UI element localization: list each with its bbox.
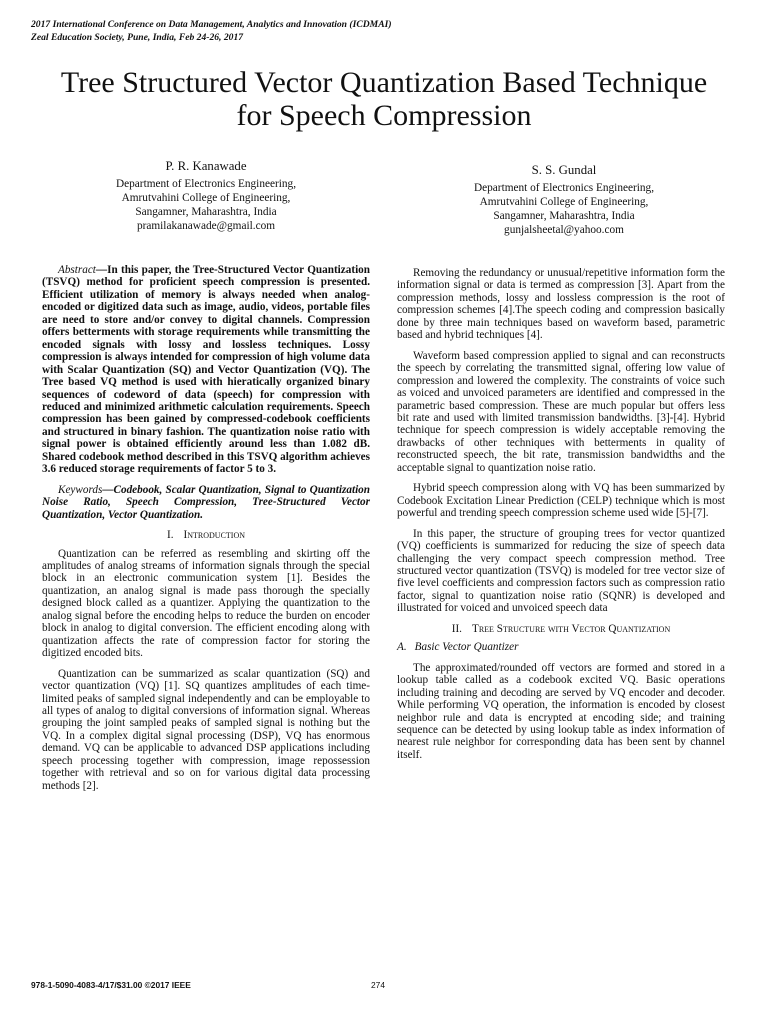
- left-column: [42, 264, 370, 800]
- section-title: Tree Structure with Vector Quantization: [471, 622, 671, 635]
- section-heading: [42, 529, 370, 541]
- author-email: gunjalsheetal@yahoo.com: [504, 224, 624, 236]
- paragraph: In this paper, the structure of grouping trees for vector quantized (VQ) coefficients is summarized for reducing the size of speech data challenging the very compact speech compression method. Tree structured vector quantization (TSVQ) is modeled for tree vector size of five level coefficients and compression factors such as compression ratio factor, signal to quantization noise ratio (SQNR) is developed and illustrated for voiced and unvoiced speech data: [397, 527, 725, 615]
- conference-venue: Zeal Education Society, Pune, India, Feb 24-26, 2017: [31, 31, 244, 43]
- subsection-heading: [397, 641, 725, 653]
- conference-header: [31, 19, 731, 44]
- paragraph: The approximated/rounded off vectors are formed and stored in a lookup table called as a codebook excited VQ. Basic operations including training and decoding are served by VQ encoder and decoder. While performing VQ operation, the information is encoded by closest neighbor rule and data is encrypted at encoding side; and training sequence can be detected by using lookup table as index information of nearest rule neighbor for corresponding data has been sent by channel itself.: [397, 661, 725, 761]
- author-location: Sangamner, Maharashtra, India: [493, 210, 635, 222]
- abstract-label: Abstract: [58, 264, 96, 276]
- author-email: pramilakanawade@gmail.com: [136, 220, 276, 232]
- right-column: [397, 267, 725, 769]
- section-number: II.: [451, 622, 462, 635]
- section-title: Introduction: [183, 529, 246, 542]
- author-college: Amrutvahini College of Engineering,: [479, 196, 649, 208]
- keywords: [42, 484, 370, 521]
- paragraph: Quantization can be summarized as scalar quantization (SQ) and vector quantization (VQ) [1]. SQ quantizes amplitudes of each time-limited peaks of sampled signal independently and can be employable to all types of analog to digital conversions of information signal. Whereas grouping the joint sampled peaks of sampled signal is nothing but the VQ. In a complex digital signal processing (DSP), VQ has enormous demand. VQ can be applicable to advanced DSP applications including speech processing together with compression, image repossession together with retrieval and so on for various digital data processing methods [2].: [42, 667, 370, 792]
- author-name: P. R. Kanawade: [165, 159, 247, 173]
- subsection-number: A.: [397, 641, 407, 654]
- page-number: 274: [371, 980, 385, 990]
- author-department: Department of Electronics Engineering,: [115, 178, 297, 190]
- keywords-text: —Codebook, Scalar Quantization, Signal to Quantization Noise Ratio, Speech Compression, Tree-Structured Vector Quantization, Vector Quantization.: [42, 483, 370, 521]
- paragraph: Hybrid speech compression along with VQ has been summarized by Codebook Excitation Linear Prediction (CELP) technique which is most powerful and trending speech compression scheme used wide [5]-[7].: [397, 482, 725, 520]
- author-block-1: [60, 158, 352, 233]
- abstract: [42, 264, 370, 476]
- author-department: Department of Electronics Engineering,: [473, 182, 655, 194]
- author-college: Amrutvahini College of Engineering,: [121, 192, 291, 204]
- author-location: Sangamner, Maharashtra, India: [135, 206, 277, 218]
- paragraph: Removing the redundancy or unusual/repetitive information form the information signal or data is termed as compression [3]. Apart from the compression methods, lossy and lossless compression is the root of compression schemes [4].The speech coding and compression basically done by three main techniques based on waveform based, parametric based and hybrid techniques [4].: [397, 267, 725, 342]
- paper-title: Tree Structured Vector Quantization Based Technique for Speech Compression: [60, 66, 708, 132]
- copyright-isbn: 978-1-5090-4083-4/17/$31.00 ©2017 IEEE: [31, 980, 191, 990]
- section-heading: [397, 623, 725, 635]
- author-name: S. S. Gundal: [531, 163, 597, 177]
- subsection-title: Basic Vector Quantizer: [414, 641, 519, 654]
- section-number: I.: [166, 529, 174, 542]
- paragraph: Waveform based compression applied to signal and can reconstructs the speech by correlating the transmitted signal, offering low value of compression and lowered the complexity. The constraints of voice such as voiced and unvoiced parameters are identified and compressed in the parametric based compression. These are much popular but offers less bit rate and used with limited transmission bandwidths. [3]-[4]. Hybrid technique for speech compression is widely acceptable removing the drawbacks of other techniques with betterments in quality of reconstructed speech, the bit rate, transmission bandwidths and the acceptable signal to quantization noise ratio.: [397, 349, 725, 474]
- keywords-label: Keywords: [58, 483, 103, 496]
- paragraph: Quantization can be referred as resembling and skirting off the amplitudes of analog streams of information signals through the special block in an electronic communication system [1]. Besides the quantization, an analog signal is made pass thorough the specially designed block called as a quantizer. Applying the quantization to the analog signal before the encoding helps to reduce the burden on encoder block in analog to digital conversion. The efficient encoding along with quantization affects the rate of compression factor for storing the digitized encoded bits.: [42, 547, 370, 660]
- abstract-text: —In this paper, the Tree-Structured Vector Quantization (TSVQ) method for proficient speech compression is presented. Efficient utilization of memory is always needed when analog-encoded or digitized data such as image, audio, videos, portable files are need to store and/or convey to digital channels. Compression offers betterments with storage requirements while transmitting the encoded signals with lossy and lossless techniques. Lossy compression is always intended for compression of high volume data with Scalar Quantization (SQ) and Vector Quantization (VQ). The Tree based VQ method is used with hieratically organized binary sequences of codeword of data (speech) for compression with reduced and minimized arithmetic calculation requirements. Speech compression has been gained by compressed-codebook coefficients and structured in binary fashion. The quantization noise ratio with signal power is obtained efficiently around less than 1.082 dB. Shared codebook method described in this TSVQ algorithm achieves 3.6 reduced storage requirements of factor 5 to 3.: [42, 264, 370, 476]
- conference-name: 2017 International Conference on Data Management, Analytics and Innovation (ICDMAI): [31, 19, 392, 30]
- author-block-2: [418, 162, 710, 237]
